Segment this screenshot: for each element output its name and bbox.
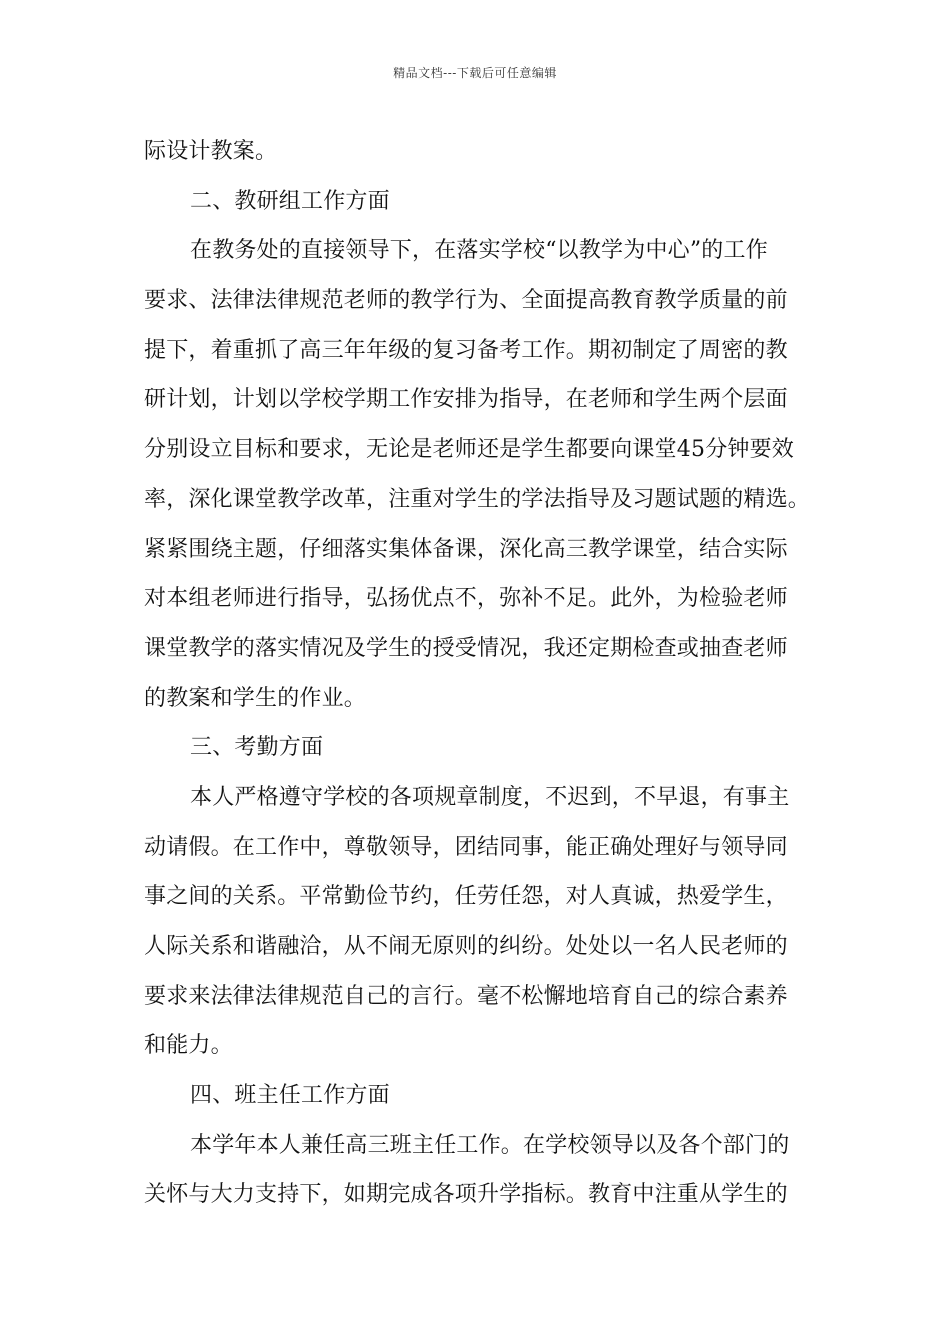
text-line: 关怀与大力支持下，如期完成各项升学指标。教育中注重从学生的 [144, 1182, 788, 1208]
text-line: 二、教研组工作方面 [190, 188, 390, 214]
text-line: 本学年本人兼任高三班主任工作。在学校领导以及各个部门的 [190, 1132, 790, 1158]
text-line: 紧紧围绕主题，仔细落实集体备课，深化高三教学课堂，结合实际 [144, 536, 788, 562]
text-line: 人际关系和谐融洽，从不闹无原则的纠纷。处处以一名人民老师的 [144, 934, 788, 959]
text-line: 和能力。 [144, 1033, 233, 1059]
text-line: 研计划，计划以学校学期工作安排为指导，在老师和学生两个层面 [144, 387, 788, 413]
text-line: 要求、法律法律规范老师的教学行为、全面提高教育教学质量的前 [144, 288, 788, 314]
text-line: 在教务处的直接领导下，在落实学校“以教学为中心”的工作 [190, 238, 768, 264]
text-line: 分别设立目标和要求，无论是老师还是学生都要向课堂45分钟要效 [144, 437, 794, 463]
document-body [144, 127, 811, 1220]
text-line: 本人严格遵守学校的各项规章制度，不迟到，不早退，有事主 [190, 784, 790, 810]
text-line: 课堂教学的落实情况及学生的授受情况，我还定期检查或抽查老师 [144, 635, 788, 661]
text-line: 的教案和学生的作业。 [144, 685, 367, 711]
text-line: 际设计教案。 [144, 139, 278, 164]
text-line: 四、班主任工作方面 [190, 1083, 390, 1109]
text-line: 三、考勤方面 [190, 735, 324, 761]
page-header: 精品文档---下载后可任意编辑 [393, 66, 557, 80]
text-line: 提下，着重抓了高三年年级的复习备考工作。期初制定了周密的教 [144, 337, 788, 363]
text-line: 动请假。在工作中，尊敬领导，团结同事，能正确处理好与领导同 [144, 834, 788, 860]
text-line: 要求来法律法律规范自己的言行。毫不松懈地培育自己的综合素养 [144, 983, 788, 1009]
text-line: 率，深化课堂教学改革，注重对学生的学法指导及习题试题的精选。 [144, 486, 811, 512]
text-line: 对本组老师进行指导，弘扬优点不，弥补不足。此外，为检验老师 [144, 586, 788, 612]
text-line: 事之间的关系。平常勤俭节约，任劳任怨，对人真诚，热爱学生， [144, 884, 788, 910]
